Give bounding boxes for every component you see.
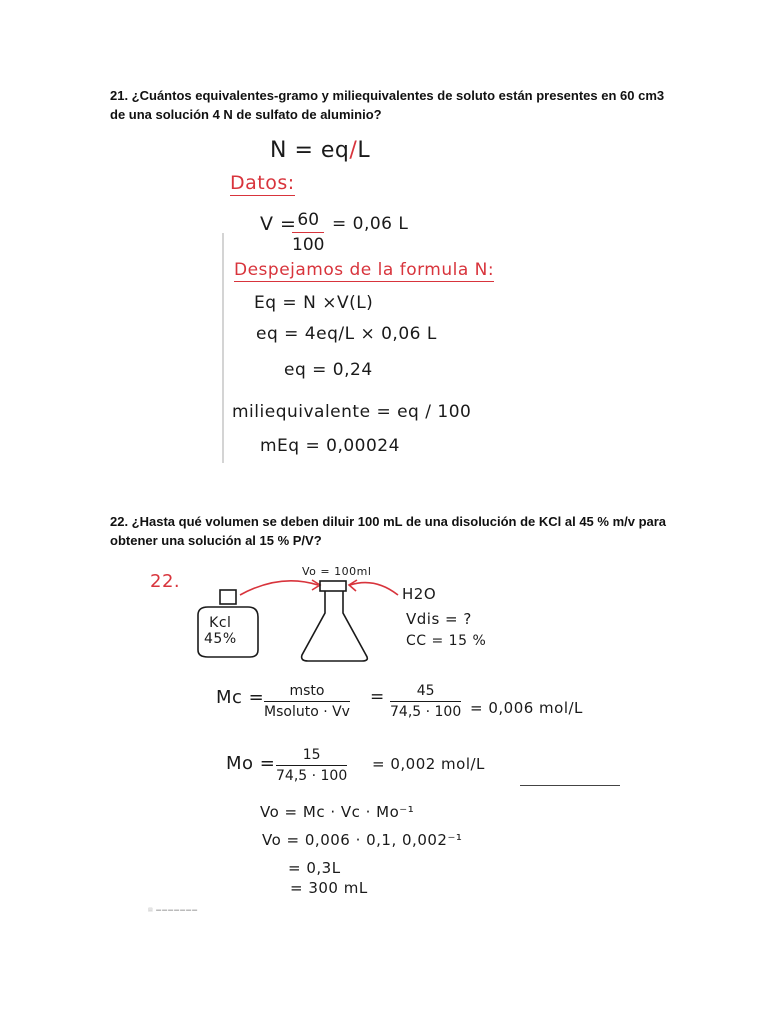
mo-numerator: 15 <box>276 747 347 766</box>
formula-normality: N = eq/L <box>270 138 371 163</box>
mc-numerator-2: 45 <box>390 683 461 702</box>
eq-formula: Eq = N ×V(L) <box>254 293 374 313</box>
mc-fraction-2 <box>390 683 461 720</box>
flask-icon <box>302 581 368 661</box>
mc-result: = 0,006 mol/L <box>470 699 583 717</box>
solution-21-image <box>222 128 522 466</box>
image-edge <box>222 233 224 463</box>
miliequivalente-formula: miliequivalente = eq / 100 <box>232 402 472 422</box>
volume-lhs: V = <box>260 213 297 235</box>
question-22: 22. ¿Hasta qué volumen se deben diluir 100 mL de una disolución de KCl al 45 % m/v para obtener una solución al 15 % P/V? <box>110 514 667 548</box>
mc-equals: = <box>370 687 385 707</box>
bottle-label-percent: 45% <box>204 631 237 647</box>
volume-numerator: 60 <box>292 210 324 233</box>
volume-denominator: 100 <box>292 235 325 255</box>
stray-line <box>520 785 620 786</box>
mc-numerator-1: msto <box>264 683 350 702</box>
arrow-water-to-flask <box>350 583 398 595</box>
eq-substitution: eq = 4eq/L × 0,06 L <box>256 324 437 344</box>
eq-result: eq = 0,24 <box>284 360 373 380</box>
vo-equation-3: = 0,3L <box>288 859 341 877</box>
arrow-bottle-to-flask <box>240 581 318 595</box>
volume-result: = 0,06 L <box>332 214 409 234</box>
bottle-label <box>204 615 237 647</box>
mc-lhs: Mc = <box>216 687 265 708</box>
solution-22-image <box>140 555 640 920</box>
meq-result: mEq = 0,00024 <box>260 436 400 456</box>
final-concentration-label: CC = 15 % <box>406 633 487 649</box>
vo-equation-1: Vo = Mc · Vc · Mo⁻¹ <box>260 803 415 821</box>
dilution-volume-label: Vdis = ? <box>406 610 472 628</box>
watermark: ▤ ▬▬▬▬▬▬▬ <box>148 907 199 913</box>
initial-volume-label: Vo = 100ml <box>302 565 372 578</box>
question-21: 21. ¿Cuántos equivalentes-gramo y miliequivalentes de soluto están presentes en 60 cm3 de una solución 4 N de sulfato de aluminio? <box>110 88 665 122</box>
mo-fraction <box>276 747 347 784</box>
bottle-label-kcl: Kcl <box>209 615 232 631</box>
volume-fraction <box>292 210 324 255</box>
mc-denominator-2: 74,5 · 100 <box>390 704 462 720</box>
datos-heading: Datos: <box>230 172 295 194</box>
vo-equation-2: Vo = 0,006 · 0,1, 0,002⁻¹ <box>262 831 463 849</box>
despejamos-heading: Despejamos de la formula N: <box>234 260 495 280</box>
mo-lhs: Mo = <box>226 753 276 774</box>
problem-label: 22. <box>150 571 181 592</box>
mo-result: = 0,002 mol/L <box>372 755 485 773</box>
water-label: H2O <box>402 585 437 603</box>
mc-denominator-1: Msoluto · Vv <box>264 704 350 720</box>
mo-denominator: 74,5 · 100 <box>276 768 348 784</box>
mc-fraction-1 <box>264 683 350 720</box>
vo-equation-4: = 300 mL <box>290 879 368 897</box>
